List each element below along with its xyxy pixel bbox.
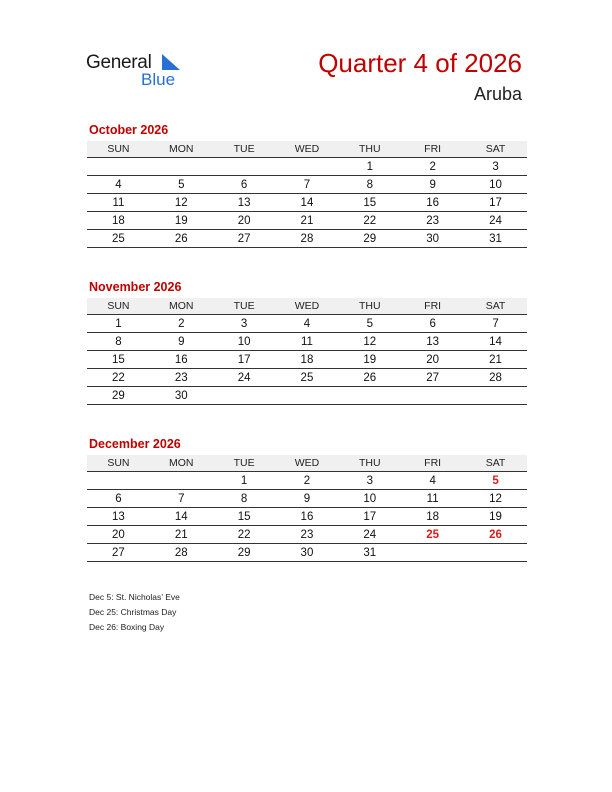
day-cell: 21 [150,526,213,544]
weekday-header: THU [338,455,401,472]
week-row [87,526,527,544]
day-cell: 4 [276,315,339,333]
calendar-table [87,455,527,562]
day-cell: 17 [338,508,401,526]
day-cell: 12 [464,490,527,508]
week-row [87,230,527,248]
empty-day-cell [87,158,150,176]
day-cell: 7 [276,176,339,194]
day-cell: 4 [87,176,150,194]
weekday-header-row [87,141,527,158]
empty-day-cell [213,158,276,176]
weekday-header: MON [150,141,213,158]
weekday-header: SUN [87,141,150,158]
day-cell: 5 [150,176,213,194]
day-cell: 5 [338,315,401,333]
day-cell: 18 [401,508,464,526]
week-row [87,176,527,194]
day-cell: 29 [213,544,276,562]
day-cell: 28 [464,369,527,387]
week-row [87,351,527,369]
general-blue-logo [86,52,186,92]
day-cell: 23 [401,212,464,230]
day-cell: 7 [464,315,527,333]
day-cell: 15 [338,194,401,212]
weekday-header: SUN [87,455,150,472]
day-cell: 14 [464,333,527,351]
week-row [87,369,527,387]
calendar-table [87,141,527,248]
day-cell: 4 [401,472,464,490]
weekday-header: SAT [464,455,527,472]
empty-day-cell [150,158,213,176]
day-cell: 25 [276,369,339,387]
day-cell: 13 [401,333,464,351]
week-row [87,387,527,405]
day-cell: 14 [276,194,339,212]
day-cell: 10 [464,176,527,194]
weekday-header: TUE [213,455,276,472]
day-cell: 11 [401,490,464,508]
day-cell: 21 [276,212,339,230]
holiday-note: Dec 25: Christmas Day [89,607,177,617]
week-row [87,194,527,212]
empty-day-cell [87,472,150,490]
weekday-header: MON [150,455,213,472]
weekday-header: THU [338,141,401,158]
day-cell: 29 [87,387,150,405]
empty-day-cell [338,387,401,405]
day-cell: 27 [213,230,276,248]
day-cell: 2 [150,315,213,333]
weekday-header: SUN [87,298,150,315]
day-cell: 24 [464,212,527,230]
day-cell: 19 [464,508,527,526]
day-cell: 15 [87,351,150,369]
week-row [87,472,527,490]
day-cell: 21 [464,351,527,369]
day-cell: 9 [401,176,464,194]
day-cell: 3 [213,315,276,333]
day-cell: 17 [213,351,276,369]
weekday-header: THU [338,298,401,315]
weekday-header: FRI [401,298,464,315]
day-cell: 31 [338,544,401,562]
day-cell: 26 [338,369,401,387]
day-cell: 13 [87,508,150,526]
month-title: December 2026 [89,437,181,451]
day-cell: 7 [150,490,213,508]
day-cell: 14 [150,508,213,526]
day-cell: 2 [401,158,464,176]
day-cell: 12 [338,333,401,351]
day-cell: 28 [276,230,339,248]
day-cell: 26 [150,230,213,248]
day-cell: 2 [276,472,339,490]
month-november [87,280,527,405]
week-row [87,490,527,508]
day-cell: 22 [338,212,401,230]
empty-day-cell [464,387,527,405]
logo-general-text: General [86,52,152,73]
week-row [87,544,527,562]
day-cell: 18 [276,351,339,369]
calendar-table [87,298,527,405]
day-cell: 20 [213,212,276,230]
day-cell: 13 [213,194,276,212]
weekday-header: FRI [401,141,464,158]
weekday-header-row [87,298,527,315]
day-cell: 9 [276,490,339,508]
empty-day-cell [401,544,464,562]
day-cell: 11 [87,194,150,212]
day-cell: 1 [87,315,150,333]
day-cell: 16 [401,194,464,212]
day-cell: 1 [338,158,401,176]
day-cell: 12 [150,194,213,212]
day-cell: 16 [276,508,339,526]
day-cell: 25 [401,526,464,544]
page-title: Quarter 4 of 2026 [318,48,522,78]
day-cell: 3 [464,158,527,176]
day-cell: 29 [338,230,401,248]
day-cell: 20 [87,526,150,544]
month-title: November 2026 [89,280,182,294]
day-cell: 6 [401,315,464,333]
month-title: October 2026 [89,123,169,137]
day-cell: 24 [338,526,401,544]
day-cell: 30 [150,387,213,405]
day-cell: 9 [150,333,213,351]
week-row [87,333,527,351]
day-cell: 27 [401,369,464,387]
day-cell: 26 [464,526,527,544]
day-cell: 15 [213,508,276,526]
day-cell: 20 [401,351,464,369]
day-cell: 10 [213,333,276,351]
day-cell: 18 [87,212,150,230]
day-cell: 25 [87,230,150,248]
logo-blue-text: Blue [141,70,176,89]
day-cell: 19 [338,351,401,369]
holiday-notes [89,590,180,635]
day-cell: 30 [276,544,339,562]
day-cell: 10 [338,490,401,508]
holiday-note: Dec 26: Boxing Day [89,622,165,632]
day-cell: 8 [338,176,401,194]
week-row [87,212,527,230]
week-row [87,315,527,333]
weekday-header: MON [150,298,213,315]
empty-day-cell [213,387,276,405]
day-cell: 23 [150,369,213,387]
weekday-header-row [87,455,527,472]
holiday-note: Dec 5: St. Nicholas’ Eve [89,592,180,602]
weekday-header: SAT [464,141,527,158]
day-cell: 3 [338,472,401,490]
weekday-header: WED [276,298,339,315]
day-cell: 31 [464,230,527,248]
week-row [87,158,527,176]
month-october [87,123,527,248]
weekday-header: WED [276,141,339,158]
day-cell: 22 [213,526,276,544]
weekday-header: SAT [464,298,527,315]
weekday-header: TUE [213,298,276,315]
day-cell: 11 [276,333,339,351]
weekday-header: TUE [213,141,276,158]
day-cell: 19 [150,212,213,230]
country-name: Aruba [473,84,522,104]
day-cell: 27 [87,544,150,562]
day-cell: 6 [213,176,276,194]
empty-day-cell [464,544,527,562]
day-cell: 17 [464,194,527,212]
day-cell: 22 [87,369,150,387]
day-cell: 6 [87,490,150,508]
day-cell: 24 [213,369,276,387]
weekday-header: WED [276,455,339,472]
weekday-header: FRI [401,455,464,472]
day-cell: 28 [150,544,213,562]
day-cell: 5 [464,472,527,490]
day-cell: 1 [213,472,276,490]
day-cell: 30 [401,230,464,248]
day-cell: 23 [276,526,339,544]
month-december [87,437,527,562]
empty-day-cell [401,387,464,405]
empty-day-cell [150,472,213,490]
empty-day-cell [276,387,339,405]
week-row [87,508,527,526]
day-cell: 16 [150,351,213,369]
day-cell: 8 [213,490,276,508]
empty-day-cell [276,158,339,176]
day-cell: 8 [87,333,150,351]
